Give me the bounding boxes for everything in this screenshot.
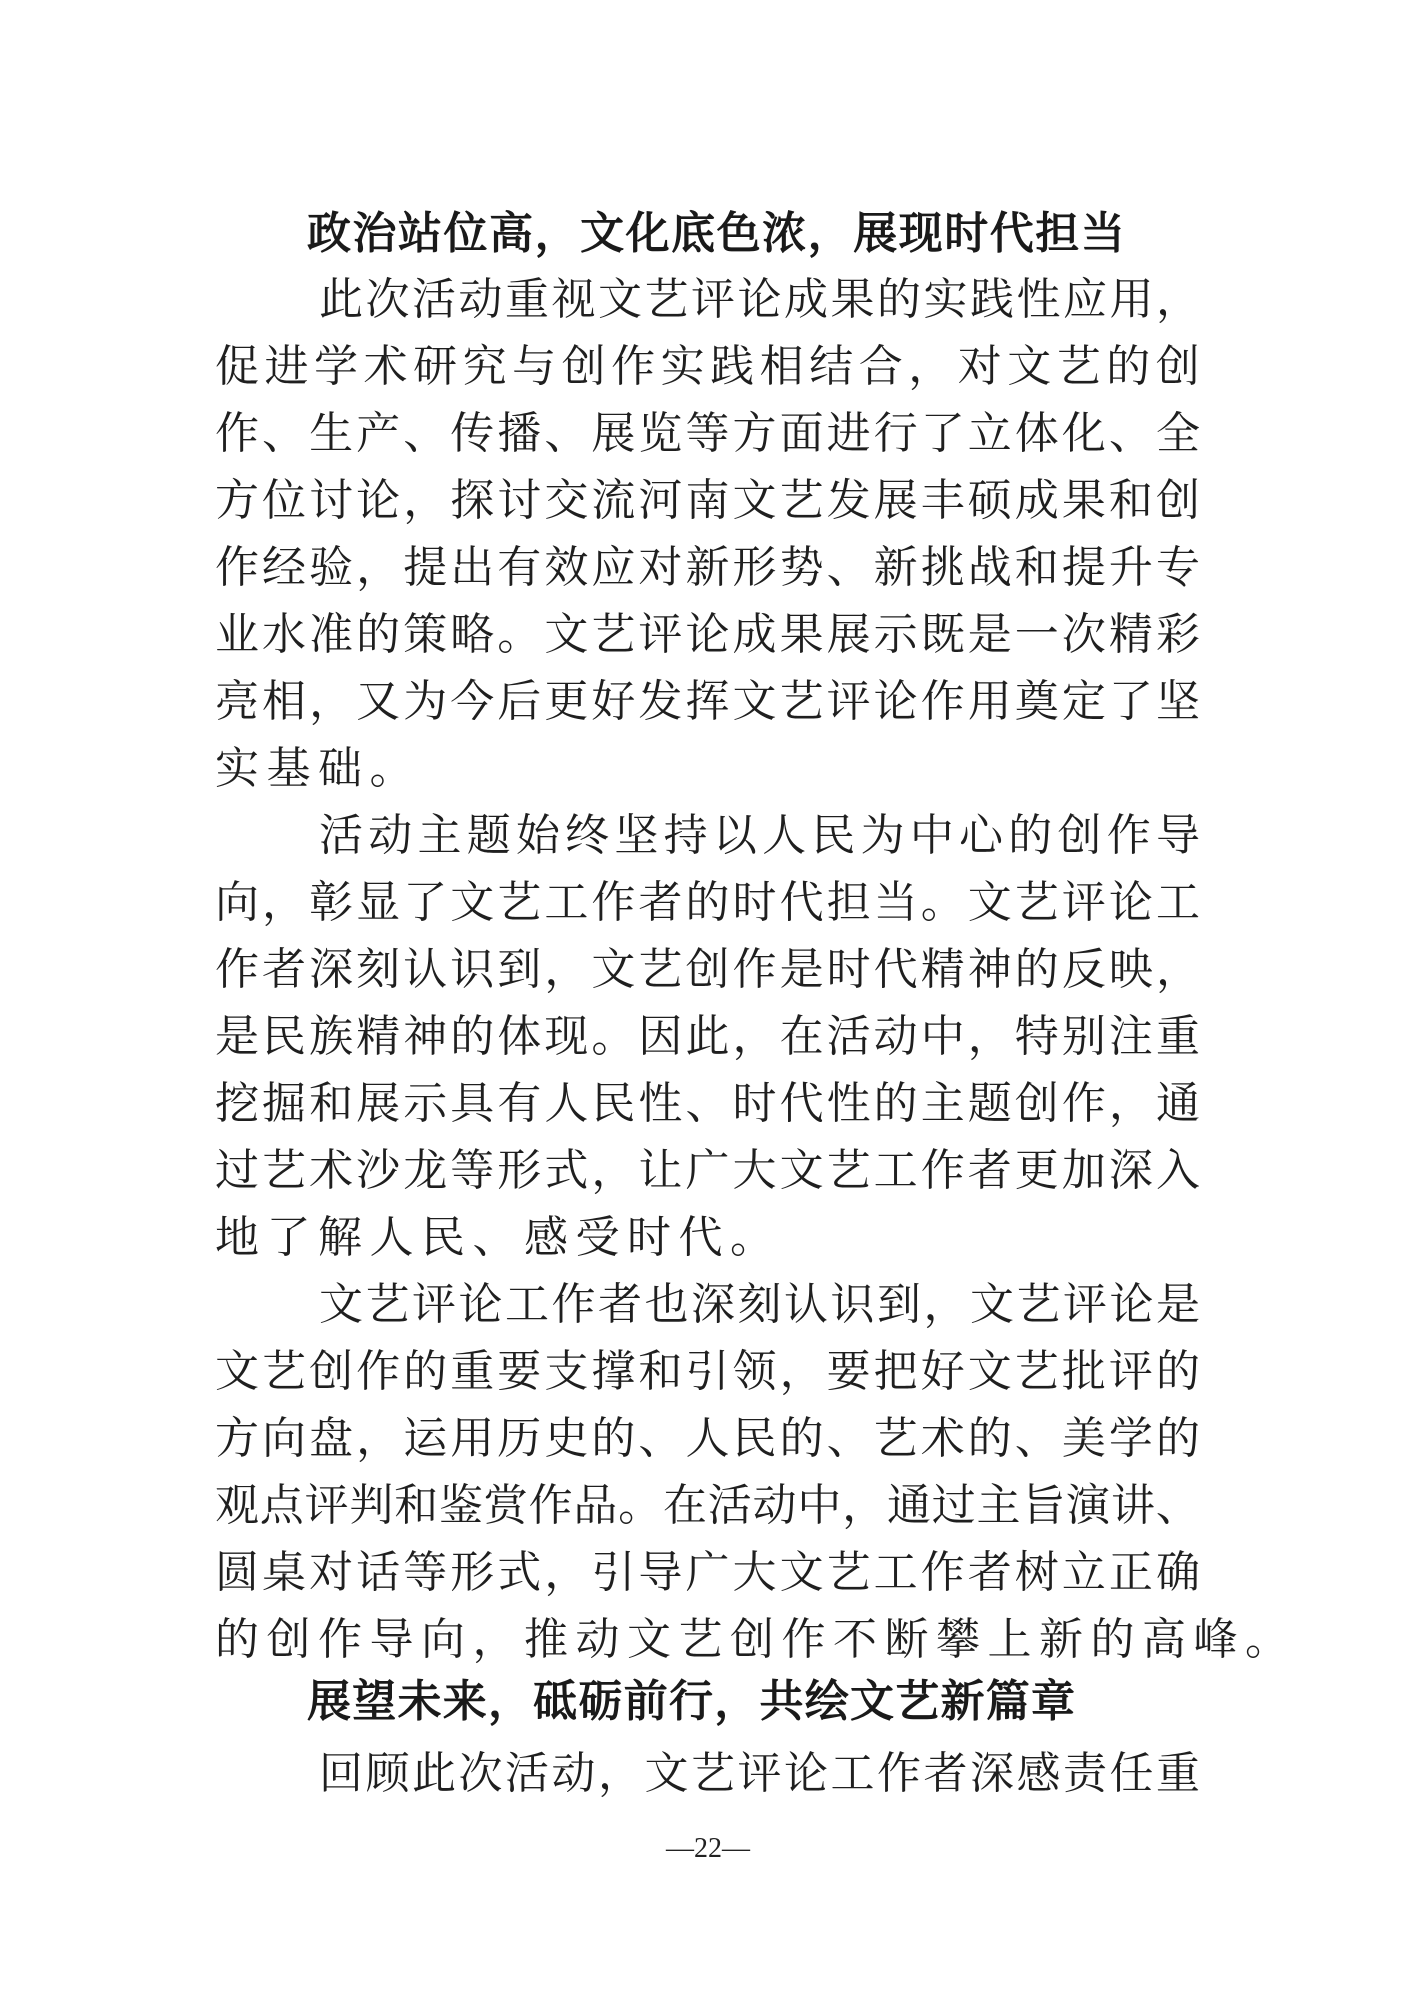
paragraph-line: 地了解人民、感受时代。 (215, 1212, 782, 1263)
paragraph-line: 此 次 活 动 重 视 文 艺 评 论 成 果 的 实 践 性 应 用 ， (319, 274, 1200, 325)
paragraph-line: 方 位 讨 论 ， 探 讨 交 流 河 南 文 艺 发 展 丰 硕 成 果 和 创 (215, 475, 1200, 526)
paragraph-line: 业 水 准 的 策 略 。 文 艺 评 论 成 果 展 示 既 是 一 次 精 彩 (215, 609, 1200, 660)
section-heading: 展 望 未 来 ， 砥 砺 前 行 ， 共 绘 文 艺 新 篇 章 (307, 1676, 1075, 1727)
paragraph-line: 的创作导向，推动文艺创作不断攀上新的高峰。 (215, 1614, 1297, 1665)
paragraph-line: 过 艺 术 沙 龙 等 形 式 ， 让 广 大 文 艺 工 作 者 更 加 深 入 (215, 1145, 1200, 1196)
paragraph-line: 亮 相 ， 又 为 今 后 更 好 发 挥 文 艺 评 论 作 用 奠 定 了 坚 (215, 676, 1200, 727)
paragraph-line: 挖 掘 和 展 示 具 有 人 民 性 、 时 代 性 的 主 题 创 作 ， 通 (215, 1078, 1200, 1129)
paragraph-line: 观 点 评 判 和 鉴 赏 作 品 。 在 活 动 中 ， 通 过 主 旨 演 讲 、 (215, 1480, 1200, 1531)
paragraph-line: 方 向 盘 ， 运 用 历 史 的 、 人 民 的 、 艺 术 的 、 美 学 的 (215, 1413, 1200, 1464)
paragraph-line: 回 顾 此 次 活 动 ， 文 艺 评 论 工 作 者 深 感 责 任 重 (319, 1748, 1200, 1799)
paragraph-line: 实基础。 (215, 743, 421, 794)
paragraph-line: 作 、 生 产 、 传 播 、 展 览 等 方 面 进 行 了 立 体 化 、 全 (215, 408, 1200, 459)
paragraph-line: 向 ， 彰 显 了 文 艺 工 作 者 的 时 代 担 当 。 文 艺 评 论 工 (215, 877, 1200, 928)
section-heading: 政 治 站 位 高 ， 文 化 底 色 浓 ， 展 现 时 代 担 当 (307, 208, 1125, 259)
paragraph-line: 圆 桌 对 话 等 形 式 ， 引 导 广 大 文 艺 工 作 者 树 立 正 确 (215, 1547, 1200, 1598)
paragraph-line: 活 动 主 题 始 终 坚 持 以 人 民 为 中 心 的 创 作 导 (319, 810, 1200, 861)
paragraph-line: 作 经 验 ， 提 出 有 效 应 对 新 形 势 、 新 挑 战 和 提 升 专 (215, 542, 1200, 593)
paragraph-line: 文 艺 创 作 的 重 要 支 撑 和 引 领 ， 要 把 好 文 艺 批 评 的 (215, 1346, 1200, 1397)
paragraph-line: 是 民 族 精 神 的 体 现 。 因 此 ， 在 活 动 中 ， 特 别 注 重 (215, 1011, 1200, 1062)
paragraph-line: 促 进 学 术 研 究 与 创 作 实 践 相 结 合 ， 对 文 艺 的 创 (215, 341, 1200, 392)
page-number: —22— (666, 1833, 750, 1864)
paragraph-line: 文 艺 评 论 工 作 者 也 深 刻 认 识 到 ， 文 艺 评 论 是 (319, 1279, 1200, 1330)
paragraph-line: 作 者 深 刻 认 识 到 ， 文 艺 创 作 是 时 代 精 神 的 反 映 ， (215, 944, 1200, 995)
